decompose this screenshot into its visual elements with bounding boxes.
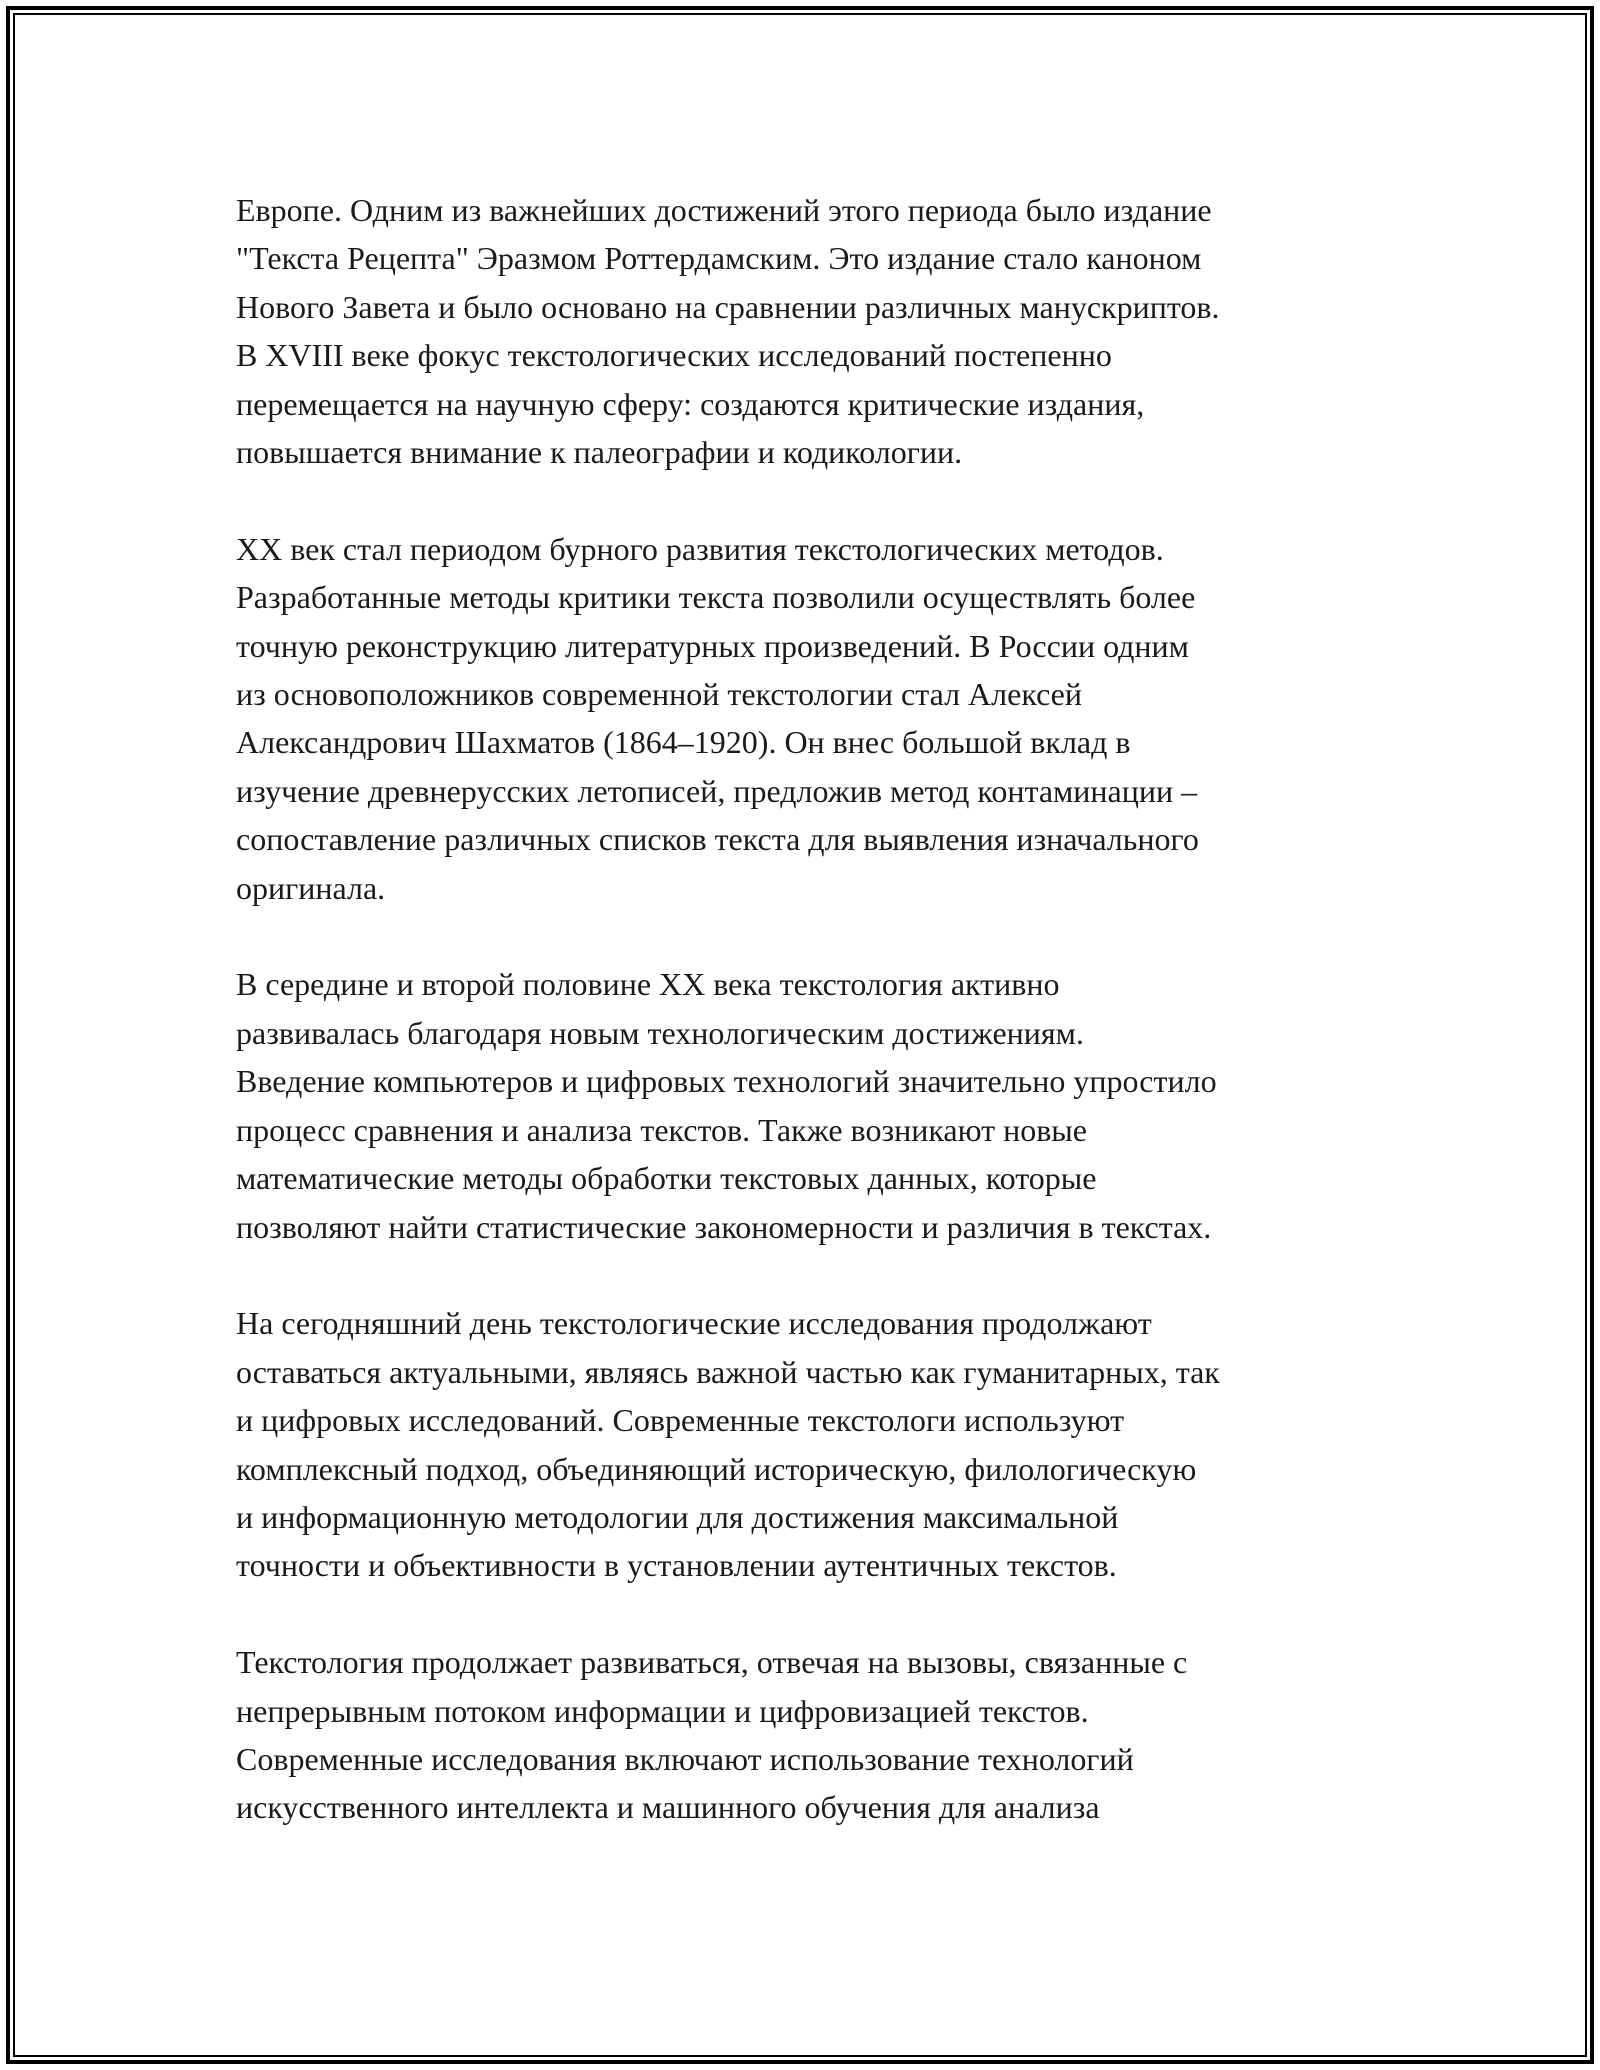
text-line: позволяют найти статистические закономерности и различия в текстах.: [236, 1208, 1212, 1245]
paragraph: [236, 1638, 1386, 1832]
text-line: развивалась благодаря новым технологическим достижениям.: [236, 1014, 1084, 1051]
text-line: Александрович Шахматов (1864–1920). Он внес большой вклад в: [236, 724, 1131, 761]
paragraph: [236, 525, 1386, 912]
paragraph: [236, 960, 1386, 1250]
text-line: из основоположников современной текстологии стал Алексей: [236, 676, 1082, 713]
text-line: и цифровых исследований. Современные текстологи используют: [236, 1402, 1125, 1439]
text-line: В XVIII веке фокус текстологических исследований постепенно: [236, 337, 1112, 374]
text-line: комплексный подход, объединяющий историческую, филологическую: [236, 1450, 1197, 1487]
text-line: и информационную методологии для достижения максимальной: [236, 1498, 1119, 1535]
text-line: Нового Завета и было основано на сравнении различных манускриптов.: [236, 288, 1220, 325]
text-line: оригинала.: [236, 869, 386, 906]
text-line: Текстология продолжает развиваться, отвечая на вызовы, связанные с: [236, 1644, 1188, 1681]
paragraph: [236, 1299, 1386, 1589]
text-line: сопоставление различных списков текста для выявления изначального: [236, 821, 1199, 858]
text-line: математические методы обработки текстовых данных, которые: [236, 1160, 1097, 1197]
text-line: процесс сравнения и анализа текстов. Также возникают новые: [236, 1111, 1087, 1148]
document-body: [236, 186, 1386, 1832]
text-line: На сегодняшний день текстологические исследования продолжают: [236, 1305, 1152, 1342]
text-line: Современные исследования включают использование технологий: [236, 1740, 1134, 1777]
text-line: повышается внимание к палеографии и кодикологии.: [236, 434, 963, 471]
paragraph: [236, 186, 1386, 476]
text-line: искусственного интеллекта и машинного обучения для анализа: [236, 1789, 1100, 1826]
text-line: "Текста Рецепта" Эразмом Роттердамским. Это издание стало каноном: [236, 240, 1202, 277]
text-line: Европе. Одним из важнейших достижений этого периода было издание: [236, 192, 1212, 228]
text-line: перемещается на научную сферу: создаются критические издания,: [236, 385, 1145, 422]
text-line: точности и объективности в установлении аутентичных текстов.: [236, 1547, 1117, 1584]
text-line: Введение компьютеров и цифровых технологий значительно упростило: [236, 1063, 1217, 1100]
text-line: оставаться актуальными, являясь важной частью как гуманитарных, так: [236, 1353, 1220, 1390]
text-line: Разработанные методы критики текста позволили осуществлять более: [236, 579, 1196, 616]
text-line: XX век стал периодом бурного развития текстологических методов.: [236, 530, 1164, 567]
text-line: непрерывным потоком информации и цифровизацией текстов.: [236, 1692, 1089, 1729]
text-line: точную реконструкцию литературных произведений. В России одним: [236, 627, 1189, 664]
text-line: изучение древнерусских летописей, предложив метод контаминации –: [236, 772, 1198, 809]
text-line: В середине и второй половине XX века текстология активно: [236, 966, 1060, 1003]
